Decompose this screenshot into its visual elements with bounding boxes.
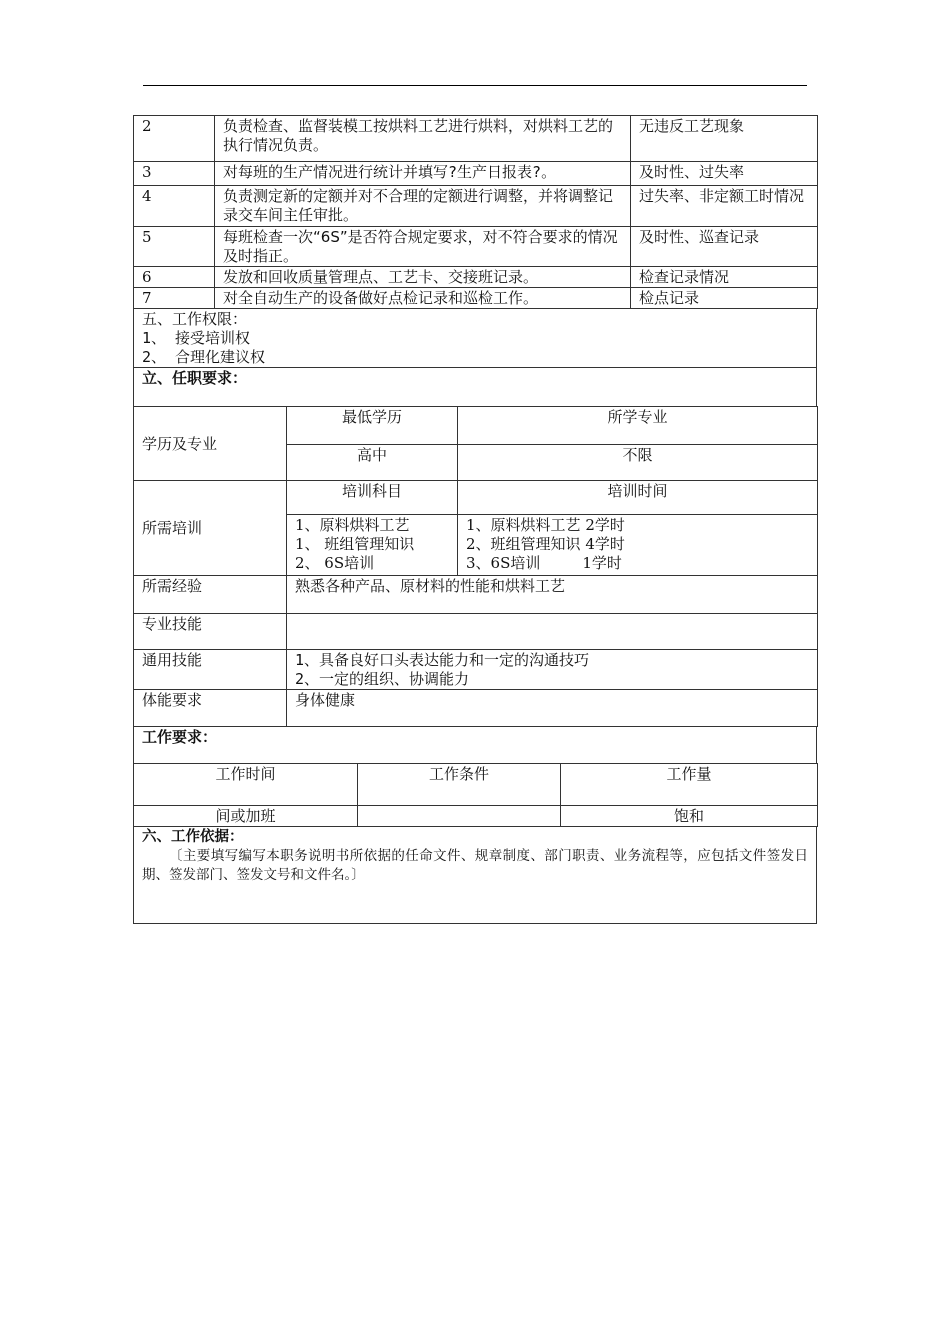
- duty-content: 发放和回收质量管理点、工艺卡、交接班记录。: [215, 267, 631, 288]
- training-time-header: 培训时间: [458, 481, 818, 515]
- authority-title: 五、工作权限：: [142, 310, 248, 328]
- work-requirement-title-row: [133, 726, 817, 764]
- major-value: 不限: [458, 445, 818, 481]
- training-time-item: [466, 535, 809, 554]
- header-rule: [143, 85, 807, 86]
- duty-standard: 及时性、巡查记录: [631, 227, 818, 267]
- qualification-title: 立、任职要求：: [134, 368, 817, 407]
- training-subject: 1、原料烘料工艺: [295, 516, 410, 534]
- basis-section: [133, 826, 817, 924]
- professional-skill-label: 专业技能: [134, 614, 287, 650]
- work-condition-value: [358, 806, 561, 827]
- duty-content: 负责测定新的定额并对不合理的定额进行调整，并将调整记录交车间主任审批。: [215, 186, 631, 227]
- duty-standard: 及时性、过失率: [631, 162, 818, 186]
- duty-no: 2: [134, 116, 215, 162]
- duty-standard: 检点记录: [631, 288, 818, 309]
- training-time-subject: 1、原料烘料工艺: [466, 516, 581, 534]
- qualification-title-row: [133, 367, 817, 407]
- duty-no: 7: [134, 288, 215, 309]
- authority-item: 2、 合理化建议权: [142, 348, 266, 366]
- training-subject-header: 培训科目: [287, 481, 458, 515]
- experience-label: 所需经验: [134, 576, 287, 614]
- authority-cell: [134, 309, 817, 368]
- training-time-item: [466, 516, 809, 535]
- training-label: 所需培训: [134, 481, 287, 576]
- job-description-form: [133, 115, 817, 924]
- general-skill-item: 2、一定的组织、协调能力: [295, 670, 470, 688]
- physical-label: 体能要求: [134, 690, 287, 727]
- authority-item: 1、 接受培训权: [142, 329, 251, 347]
- basis-title: 六、工作依据：: [142, 829, 244, 845]
- duty-content: 负责检查、监督装模工按烘料工艺进行烘料，对烘料工艺的执行情况负责。: [215, 116, 631, 162]
- work-condition-header: 工作条件: [358, 764, 561, 806]
- duty-row: [134, 227, 818, 267]
- authority-section: [133, 308, 817, 368]
- min-education-header: 最低学历: [287, 407, 458, 445]
- training-time-hours: 1学时: [582, 554, 622, 572]
- duty-standard: 过失率、非定额工时情况: [631, 186, 818, 227]
- major-header: 所学专业: [458, 407, 818, 445]
- professional-skill-value: [287, 614, 818, 650]
- general-skill-label: 通用技能: [134, 650, 287, 690]
- basis-text: 〔主要填写编写本职务说明书所依据的任命文件、规章制度、部门职责、业务流程等，应包括文件签发日期、签发部门、签发文号和文件名。〕: [142, 848, 808, 883]
- qualification-table: [133, 406, 818, 727]
- duty-no: 4: [134, 186, 215, 227]
- duty-no: 6: [134, 267, 215, 288]
- duty-row: [134, 162, 818, 186]
- training-time-hours: 2学时: [585, 516, 625, 534]
- training-subjects: [287, 515, 458, 576]
- duty-row: [134, 267, 818, 288]
- work-time-value: 间或加班: [134, 806, 358, 827]
- min-education-value: 高中: [287, 445, 458, 481]
- general-skill-value: [287, 650, 818, 690]
- duty-row: [134, 186, 818, 227]
- workload-header: 工作量: [561, 764, 818, 806]
- workload-value: 饱和: [561, 806, 818, 827]
- training-time-subject: 3、6S培训: [466, 554, 541, 572]
- work-requirement-table: [133, 763, 818, 827]
- education-label: 学历及专业: [134, 407, 287, 481]
- training-time-item: [466, 554, 809, 573]
- duty-standard: 检查记录情况: [631, 267, 818, 288]
- physical-value: 身体健康: [287, 690, 818, 727]
- duty-content: 对全自动生产的设备做好点检记录和巡检工作。: [215, 288, 631, 309]
- duty-no: 3: [134, 162, 215, 186]
- training-subject: 2、 6S培训: [295, 554, 375, 572]
- duty-content: 每班检查一次“6S”是否符合规定要求，对不符合要求的情况及时指正。: [215, 227, 631, 267]
- training-time-hours: 4学时: [585, 535, 625, 553]
- duty-row: [134, 288, 818, 309]
- general-skill-item: 1、具备良好口头表达能力和一定的沟通技巧: [295, 651, 590, 669]
- duty-standard: 无违反工艺现象: [631, 116, 818, 162]
- experience-value: 熟悉各种产品、原材料的性能和烘料工艺: [287, 576, 818, 614]
- duty-no: 5: [134, 227, 215, 267]
- duty-content: 对每班的生产情况进行统计并填写?生产日报表?。: [215, 162, 631, 186]
- duties-table: [133, 115, 818, 309]
- work-requirement-title: 工作要求：: [134, 727, 817, 764]
- basis-cell: [134, 827, 817, 924]
- work-time-header: 工作时间: [134, 764, 358, 806]
- training-subject: 1、 班组管理知识: [295, 535, 415, 553]
- training-times: [458, 515, 818, 576]
- training-time-subject: 2、班组管理知识: [466, 535, 581, 553]
- duty-row: [134, 116, 818, 162]
